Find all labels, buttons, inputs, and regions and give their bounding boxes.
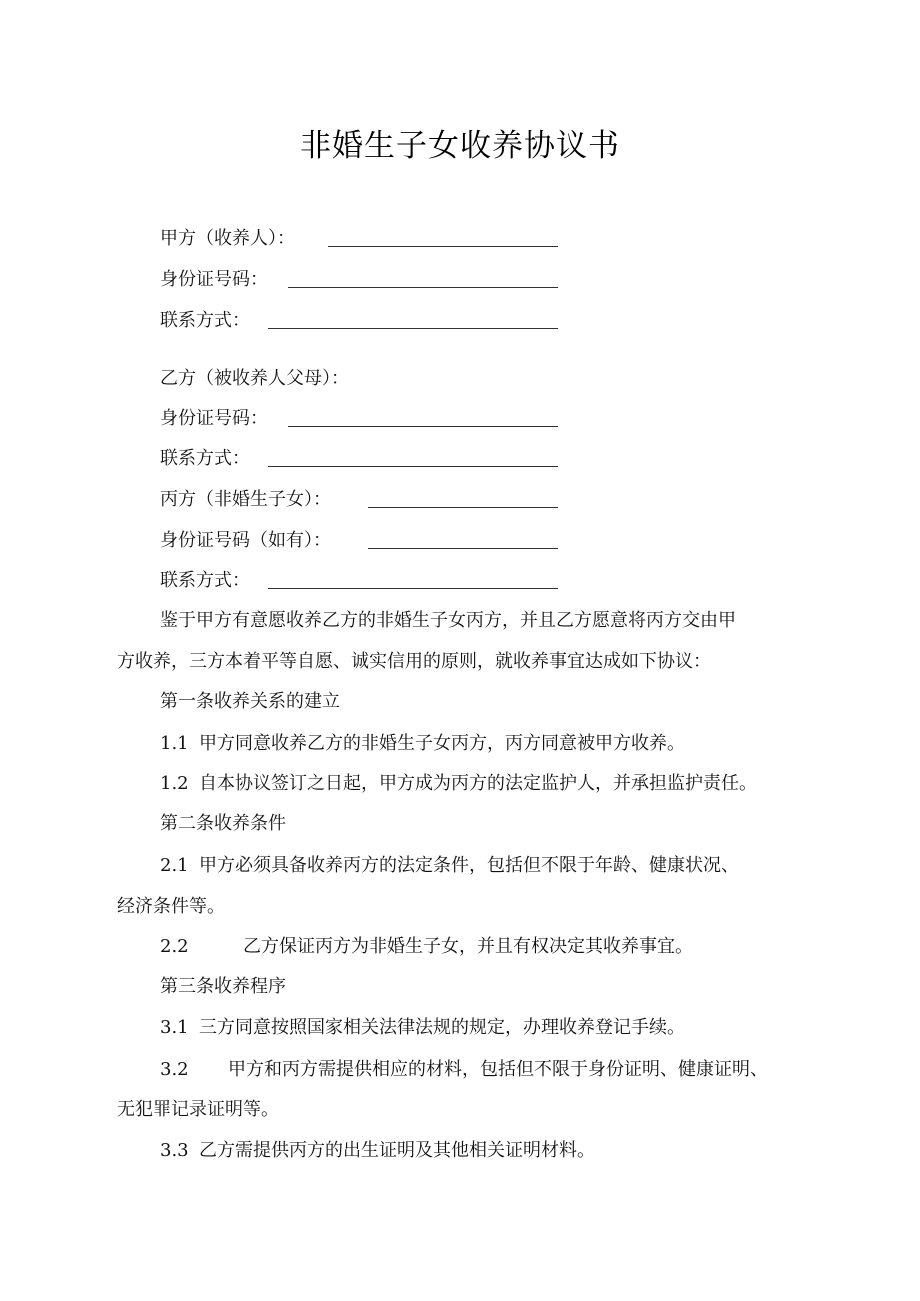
clause-3-2-number: 3.2 (160, 1059, 189, 1080)
field-label-party-c-contact: 联系方式： (160, 570, 250, 591)
field-blank-party-b-id[interactable] (288, 426, 558, 427)
clause-2-1-number: 2.1 (160, 855, 189, 876)
field-blank-party-a-contact[interactable] (268, 328, 558, 329)
field-label-party-c: 丙方（非婚生子女）： (160, 489, 331, 510)
field-label-party-b: 乙方（被收养人父母）： (160, 368, 349, 389)
article-1-heading: 第一条收养关系的建立 (160, 691, 340, 712)
clause-3-2-continuation: 无犯罪记录证明等。 (117, 1099, 279, 1120)
field-label-party-c-id: 身份证号码（如有）： (160, 530, 331, 551)
clause-2-1-continuation: 经济条件等。 (117, 896, 225, 917)
clause-1-2-text: 自本协议签订之日起，甲方成为丙方的法定监护人，并承担监护责任。 (199, 773, 757, 794)
clause-3-2-text: 甲方和丙方需提供相应的材料，包括但不限于身份证明、健康证明、 (228, 1059, 768, 1080)
clause-2-1-text: 甲方必须具备收养丙方的法定条件，包括但不限于年龄、健康状况、 (199, 855, 739, 876)
clause-3-3-text: 乙方需提供丙方的出生证明及其他相关证明材料。 (199, 1140, 595, 1161)
field-blank-party-c-id[interactable] (368, 548, 558, 549)
clause-2-2-number: 2.2 (160, 936, 189, 957)
clause-1-2-number: 1.2 (160, 773, 189, 794)
field-blank-party-b-contact[interactable] (268, 466, 558, 467)
clause-3-3-number: 3.3 (160, 1140, 189, 1161)
field-blank-party-c[interactable] (368, 507, 558, 508)
clause-1-1-number: 1.1 (160, 733, 189, 754)
field-blank-party-a-id[interactable] (288, 287, 558, 288)
clause-1-1-text: 甲方同意收养乙方的非婚生子女丙方，丙方同意被甲方收养。 (199, 733, 685, 754)
clause-2-2-text: 乙方保证丙方为非婚生子女，并且有权决定其收养事宜。 (243, 936, 693, 957)
document-title: 非婚生子女收养协议书 (300, 128, 620, 164)
field-label-party-b-contact: 联系方式： (160, 448, 250, 469)
field-label-party-a: 甲方（收养人）： (160, 228, 295, 249)
clause-3-1-text: 三方同意按照国家相关法律法规的规定，办理收养登记手续。 (199, 1017, 685, 1038)
field-label-party-a-id: 身份证号码： (160, 269, 268, 290)
article-2-heading: 第二条收养条件 (160, 813, 286, 834)
preamble-line-1: 鉴于甲方有意愿收养乙方的非婚生子女丙方，并且乙方愿意将丙方交由甲 (160, 610, 736, 631)
field-blank-party-c-contact[interactable] (268, 588, 558, 589)
field-blank-party-a[interactable] (328, 246, 558, 247)
clause-3-1-number: 3.1 (160, 1017, 189, 1038)
field-label-party-b-id: 身份证号码： (160, 408, 268, 429)
field-label-party-a-contact: 联系方式： (160, 310, 250, 331)
article-3-heading: 第三条收养程序 (160, 976, 286, 997)
preamble-line-2: 方收养，三方本着平等自愿、诚实信用的原则，就收养事宜达成如下协议： (117, 651, 711, 672)
